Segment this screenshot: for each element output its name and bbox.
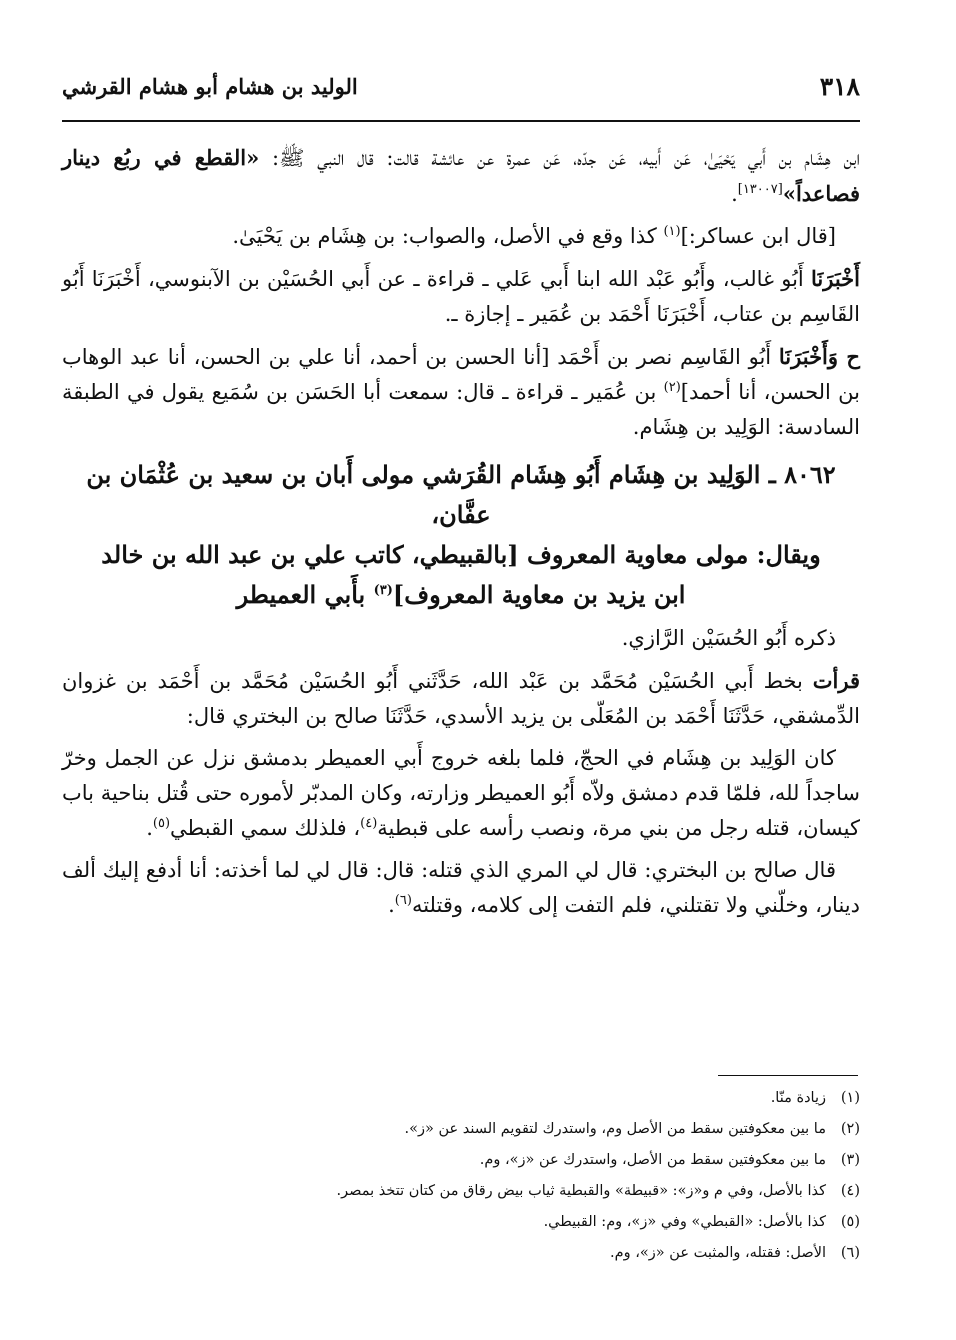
paragraph — [62, 219, 860, 254]
footnotes — [62, 1083, 860, 1269]
paragraph-text: بخط أَبي الحُسَيْن مُحَمَّد بن عَبْد الله، حَدَّثَني أَبُو الحُسَيْن مُحَمَّد بن أَحْمَد بن غزوان الدِّمشقي، حَدَّثَنَا أَحْمَد بن المُعَلّى بن يزيد الأسدي، حَدَّثَنَا صالح بن البختري قال: — [62, 669, 860, 728]
footnote — [62, 1145, 860, 1176]
paragraph — [62, 261, 860, 332]
paragraph-text: كان الوَلِيد بن هِشَام في الحجّ، فلما بلغه خروج أَبي العميطر بدمشق نزل عن الجمل وخرّ ساجداً لله، فلمّا قدم دمشق ولاّه أَبُو العميطر وزارته، وكان المدبّر لأموره حتى قُتل بناحية باب كيسان، قتله رجل من بني مرة، ونصب رأسه على قبطية — [62, 746, 860, 840]
paragraph-text: ابن هِشَام بن أَبي يَحْيَىٰ، عَن أَبيه، عَن جدّه، عَن عمرة عن عائشة قالت: قال النبي ﷺ: — [259, 146, 860, 170]
bold-lead-word: قرأت — [812, 668, 860, 693]
footnote-number: (٢) — [840, 1121, 860, 1137]
paragraph — [62, 621, 860, 656]
main-text — [62, 140, 860, 930]
biography-entry-heading — [62, 455, 860, 615]
footnote-text: الأصل: فقتله، والمثبت عن «ز»، وم. — [610, 1245, 826, 1261]
page-header — [62, 72, 860, 108]
entry-heading-line: ٨٠٦٢ ـ الوَلِيد بن هِشَام أَبُو هِشَام القُرَشي مولى أَبان بن سعيد بن عُثْمَان بن عفَّان، — [86, 460, 836, 529]
paragraph-text: [قال ابن عساكر:] — [680, 224, 836, 248]
footnote-text: ما بين معكوفتين سقط من الأصل، واستدرك عن «ز»، وم. — [479, 1152, 826, 1168]
entry-heading-line — [62, 575, 860, 615]
entry-heading-text: بأَبي العميطر — [236, 580, 374, 609]
running-title: الوليد بن هشام أبو هشام القرشي — [62, 74, 358, 99]
footnote — [62, 1238, 860, 1269]
bold-lead-word: أَخْبَرَنَا — [811, 266, 860, 291]
footnote-reference: (٦) — [394, 893, 412, 908]
footnote — [62, 1207, 860, 1238]
footnote-divider — [718, 1075, 858, 1076]
footnote-reference: (٤) — [360, 816, 378, 831]
paragraph — [62, 663, 860, 734]
footnote-number: (١) — [840, 1090, 860, 1106]
paragraph-group-1 — [62, 140, 860, 445]
page-number: ٣١٨ — [819, 72, 860, 101]
footnote-text: ما بين معكوفتين سقط من الأصل وم، واستدرك لتقويم السند عن «ز». — [404, 1121, 826, 1137]
entry-heading-line-text — [237, 580, 686, 609]
paragraph — [62, 339, 860, 445]
paragraph-text: ذكره أَبُو الحُسَيْن الرَّازي. — [621, 626, 836, 650]
paragraph — [62, 853, 860, 923]
paragraph-text: قال صالح بن البختري: قال لي المري الذي قتله: قال: قال لي لما أخذته: أنا أدفع إليك ألف دينار، وخلّني ولا تقتلني، فلم التفت إلى كلامه، وقتلته — [62, 858, 860, 917]
footnote-reference: (٢) — [663, 380, 681, 395]
header-divider — [62, 120, 860, 122]
paragraph-text: كذا وقع في الأصل، والصواب: بن هِشَام بن يَحْيَىٰ. — [232, 224, 664, 248]
footnote-number: (٤) — [840, 1183, 860, 1199]
footnote-reference: (٣) — [373, 583, 393, 598]
footnote-text: كذا بالأصل: «القبطي» وفي «ز»، وم: القبيطي. — [543, 1214, 826, 1230]
entry-heading-line: ويقال: مولى معاوية المعروف [بالقبيطي، كاتب علي بن عبد الله بن خالد — [101, 540, 821, 569]
footnote-text: زيادة منّا. — [770, 1090, 826, 1106]
footnote-reference: (١) — [663, 224, 681, 239]
footnote — [62, 1114, 860, 1145]
footnote-reference: (٥) — [152, 816, 171, 831]
bold-lead-word: ح وَأَخْبَرَنَا — [778, 344, 860, 369]
paragraph — [62, 140, 860, 212]
paragraph-text: أَبُو غالب، وأَبُو عَبْد الله ابنا أَبي عَلي ـ قراءة ـ عن أَبي الحُسَيْن بن الآبنوسي، أَخْبَرَنَا أَبُو القَاسِم بن عتاب، أَخْبَرَنَا أَحْمَد بن عُمَير ـ إجازة ـ. — [62, 267, 860, 326]
paragraph-text: . — [146, 816, 153, 840]
entry-heading-text: ابن يزيد بن معاوية المعروف] — [392, 580, 686, 609]
footnote — [62, 1176, 860, 1207]
footnote-number: (٥) — [840, 1214, 860, 1230]
paragraph-text: ، فلذلك سمي القبطي — [170, 816, 361, 840]
paragraph-text: . — [731, 182, 738, 206]
paragraph-text: . — [388, 893, 395, 917]
footnote-reference: [١٣٠٠٧] — [737, 182, 783, 197]
bold-lead-word: «القطع في ربُع دينار فصاعداً» — [62, 145, 860, 206]
footnote-text: كذا بالأصل، وفي م و«ز»: «قبيطة» والقبطية ثياب بيض رقاق من كتان تتخذ بمصر. — [336, 1183, 826, 1199]
footnote-number: (٦) — [840, 1245, 860, 1261]
paragraph-text: بن عُمَير ـ قراءة ـ قال: سمعت أبا الحَسَن بن سُمَيع يقول في الطبقة السادسة: الوَلِيد بن هِشَام. — [62, 380, 860, 439]
paragraph-text: أَبُو القَاسِم نصر بن أَحْمَد [أنا الحسن بن أحمد، أنا علي بن الحسن، أنا عبد الوهاب بن الحسن، أنا أحمد] — [62, 345, 860, 404]
paragraph-group-2 — [62, 621, 860, 923]
paragraph — [62, 741, 860, 846]
footnote — [62, 1083, 860, 1114]
footnote-number: (٣) — [840, 1152, 860, 1168]
